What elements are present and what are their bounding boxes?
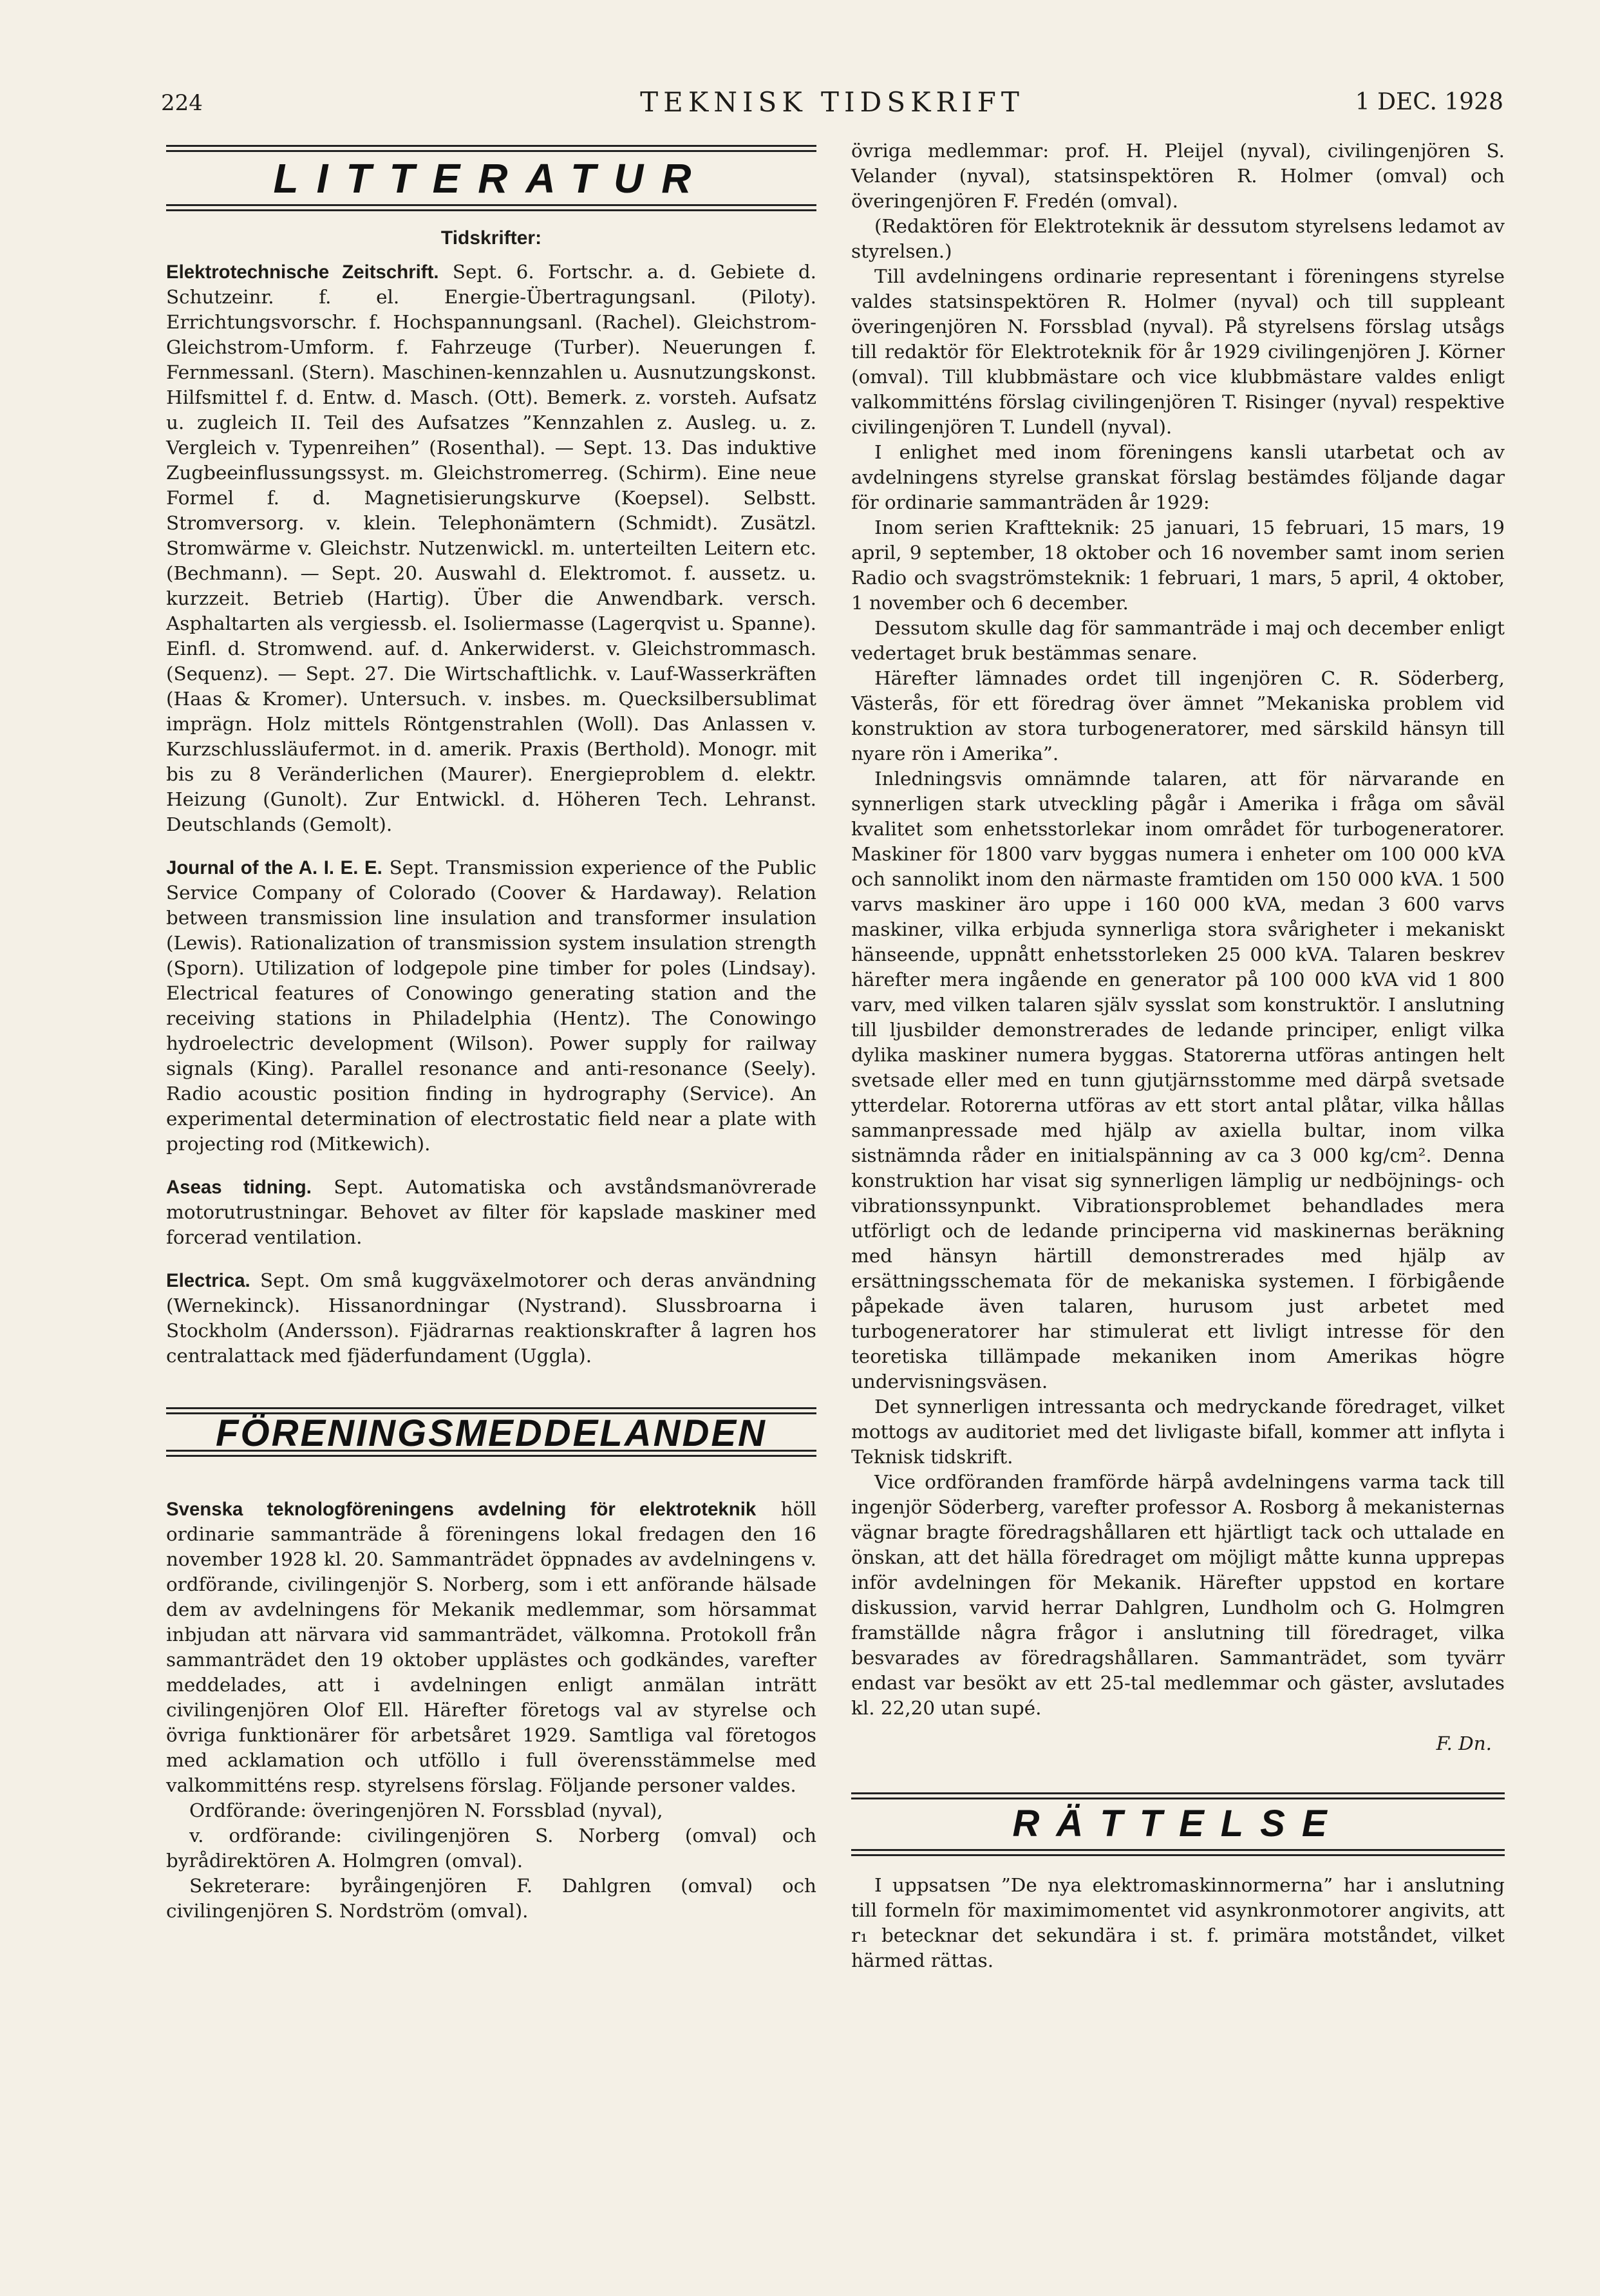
paragraph: Dessutom skulle dag för sammanträde i maj och december enligt vedertaget bruk bestämmas senare.: [851, 617, 1505, 664]
election-line: v. ordförande: civilingenjören S. Norberg (omval) och byrådirektören A. Holmgren (omval).: [166, 1825, 816, 1872]
rule: [166, 204, 816, 211]
literature-entry: [166, 855, 816, 1157]
left-column: [166, 145, 816, 1924]
journal-name: Electrica.: [166, 1270, 250, 1291]
issue-date: 1 DEC. 1928: [1355, 89, 1503, 115]
journal-name: Journal of the A. I. E. E.: [166, 857, 382, 878]
meeting-report: [166, 1497, 816, 1798]
journal-title: TEKNISK TIDSKRIFT: [640, 86, 1024, 118]
paragraph: Vice ordföranden framförde härpå avdelningens varma tack till ingenjör Söderberg, varefter professor A. Rosborg å mekanisternas vägnar bragte föredragshållaren ett hjärtligt tack och uttalade en önskan, att det hälla föredraget om möjligt måtte kunna upprepas inför avdelningen för Mekanik. Härefter uppstod en kortare diskussion, varvid herrar Dahlgren, Lundholm och G. Holmgren framställde några frågor i anslutning till föredraget, vilka besvarades av föredragshållaren. Sammanträdet, som tyvärr endast var besökt av ett 25-tal medlemmar och gäster, avslutades kl. 22,20 utan supé.: [851, 1471, 1505, 1719]
paragraph: Inledningsvis omnämnde talaren, att för närvarande en synnerligen stark utveckling pågår i Amerika i fråga om såväl kvalitet som enhetsstorlekar inom området för turbogeneratorer. Maskiner för 1800 varv byggas numera i enheter om 100 000 kVA och sannolikt inom den närmaste framtiden om 150 000 kVA. 1 500 varvs maskiner äro uppe i 160 000 kVA, medan 3 600 varvs maskiner, vilka erbjuda synnerliga stora svårigheter i mekaniskt hänseende, uppnått enhetsstorleken 25 000 kVA. Talaren beskrev härefter mera ingående en generator på 100 000 kVA vid 1 800 varv, med vilken talaren själv sysslat som konstruktör. I anslutning till ljusbilder demonstrerades de ledande principer, enligt vilka dylika maskiner numera byggas. Statorerna utföras antingen helt svetsade eller med en tunn gjutjärnsstomme med därpå svetsade ytterdelar. Rotorerna utföras av ett stort antal plåtar, vilka hållas sammanpressade med hjälp av axiella bultar, inom vilka sistnämnda råder en initialspänning av ca 3 000 kg/cm². Denna konstruktion har visat sig synnerligen lämplig ur nedböjnings- och vibrationssynpunkt. Vibrationsproblemet behandlades mera utförligt och de ledande principerna vid maskinernas beräkning med hänsyn härtill demonstrerades med hjälp av ersättningsschemata för de mekaniska systemen. I förbigående påpekade även talaren, hurusom just arbetet med turbogeneratorer har stimulerat ett livligt intresse för den teoretiska tillämpade mekaniken inom Amerikas högre undervisningsväsen.: [851, 768, 1505, 1392]
paragraph: I enlighet med inom föreningens kansli utarbetat och av avdelningens styrelse granskat förslag bestämdes följande dagar för ordinarie sammanträden år 1929:: [851, 441, 1505, 513]
literature-entry: [166, 1175, 816, 1250]
tidskrifter-subhead: Tidskrifter:: [440, 227, 542, 249]
paragraph: Inom serien Kraftteknik: 25 januari, 15 februari, 15 mars, 19 april, 9 september, 18 oktober och 16 november samt inom serien Radio och svagströmsteknik: 1 februari, 1 mars, 5 april, 4 oktober, 1 november och 6 december.: [851, 517, 1505, 614]
right-column: [851, 138, 1505, 1973]
meeting-text: höll ordinarie sammanträde å föreningens lokal fredagen den 16 november 1928 kl. 20. Sammanträdet öppnades av avdelningens v. ordförande, civilingenjör S. Norberg, som i ett anförande hälsade dem av avdelningens för Mekanik medlemmar, som hörsammat inbjudan att närvara vid sammanträdet, välkomna. Protokoll från sammanträdet den 19 oktober upplästes och godkändes, varefter meddelades, att i avdelningen enligt anmälan inträtt civilingenjören Olof Ell. Härefter företogs val av styrelse och övriga funktionärer för arbetsåret 1929. Samtliga val företogos med acklamation och utföllo i full överensstämmelse med valkommitténs resp. styrelsens förslag. Följande personer valdes.: [166, 1498, 817, 1796]
entry-text: Sept. Om små kuggväxelmotorer och deras användning (Wernekinck). Hissanordningar (Nystrand). Slussbroarna i Stockholm (Andersson). Fjädrarnas reaktionskrafter å lagren hos centralattack med fjäderfundament (Uggla).: [166, 1269, 816, 1367]
entry-text: Sept. Transmission experience of the Public Service Company of Colorado (Coover & Hardaway). Relation between transmission line insulation and transformer insulation (Lewis). Rationalization of transmission system insulation strength (Sporn). Utilization of lodgepole pine timber for poles (Lindsay). Electrical features of Conowingo generating station and the receiving stations in Philadelphia (Hentz). The Conowingo hydroelectric development (Wilson). Power supply for railway signals (King). Parallel resonance and anti-resonance (Seely). Radio acoustic position finding in hydrography (Service). An experimental determination of electrostatic field near a plate with projecting rod (Mitkewich).: [166, 857, 816, 1155]
election-line: Ordförande: överingenjören N. Forssblad (nyval),: [189, 1799, 663, 1821]
litteratur-heading: LITTERATUR: [273, 155, 710, 202]
rule: [851, 1792, 1505, 1799]
literature-entry: [166, 260, 816, 837]
rule: [166, 145, 816, 152]
paragraph: Härefter lämnades ordet till ingenjören C. R. Söderberg, Västerås, för ett föredrag över ämnet ”Mekaniska problem vid konstruktion av stora turbogeneratorer, med särskild hänsyn till nyare rön i Amerika”.: [851, 667, 1505, 764]
foreningsmeddelanden-heading: FÖRENINGSMEDDELANDEN: [216, 1412, 767, 1454]
paragraph: Till avdelningens ordinarie representant i föreningens styrelse valdes statsinspektören R. Holmer (nyval) och till suppleant överingenjören N. Forssblad (nyval). På styrelsens förslag utsågs till redaktör för Elektroteknik för år 1929 civilingenjören J. Körner (omval). Till klubbmästare och vice klubbmästare valdes enligt valkommitténs förslag civilingenjören T. Risinger (nyval) respektive civilingenjören T. Lundell (nyval).: [851, 265, 1505, 438]
correction-text: I uppsatsen ”De nya elektromaskinnormerna” har i anslutning till formeln för maximimomentet vid asynkronmotorer angivits, att r₁ betecknar det sekundära i st. f. primära motståndet, vilket härmed rättas.: [851, 1874, 1505, 1971]
journal-name: Aseas tidning.: [166, 1177, 312, 1198]
paragraph: (Redaktören för Elektroteknik är dessutom styrelsens ledamot av styrelsen.): [851, 215, 1505, 262]
society-name: Svenska teknologföreningens avdelning för elektroteknik: [166, 1499, 757, 1520]
page-number: 224: [161, 90, 203, 116]
journal-name: Elektrotechnische Zeitschrift.: [166, 261, 439, 283]
rattelse-heading: RÄTTELSE: [1012, 1803, 1344, 1845]
entry-text: Sept. 6. Fortschr. a. d. Gebiete d. Schutzeinr. f. el. Energie-Übertragungsanl. (Piloty). Errichtungsvorschr. f. Hochspannungsanl. (Rachel). Gleichstrom-Gleichstrom-Umform. f. Fahrzeuge (Turber). Neuerungen f. Fernmessanl. (Stern). Maschinen-kennzahlen u. Ausnutzungskonst. Hilfsmittel f. d. Entw. d. Masch. (Ott). Bemerk. z. vorsteh. Aufsatz u. zugleich II. Teil des Aufsatzes ”Kennzahlen z. Ausleg. u. z. Vergleich v. Typenreihen” (Rosenthal). — Sept. 13. Das induktive Zugbeeinflussungssyst. m. Gleichstromerreg. (Schirm). Eine neue Formel f. d. Magnetisierungskurve (Koepsel). Selbstt. Stromversorg. v. klein. Telephonämtern (Schmidt). Zusätzl. Stromwärme v. Gleichstr. Nutzenwickl. m. unterteilten Leitern etc. (Bechmann). — Sept. 20. Auswahl d. Elektromot. f. aussetz. u. kurzzeit. Betrieb (Hartig). Über die Anwendbark. versch. Asphaltarten als vergiessb. el. Isoliermasse (Lagerqvist u. Spanne). Einfl. d. Stromwend. auf. d. Ankerwiderst. v. Gleichstrommasch. (Sequenz). — Sept. 27. Die Wirtschaftlichk. v. Lauf-Wasserkräften (Haas & Kromer). Untersuch. v. insbes. m. Quecksilbersublimat imprägn. Holz mittels Röntgenstrahlen (Woll). Das Anlassen v. Kurzschlussläufermot. in d. amerik. Praxis (Berthold). Monogr. mit bis zu 8 Veränderlichen (Maurer). Energieproblem d. elektr. Heizung (Gunolt). Zur Entwickl. d. Höheren Tech. Lehranst. Deutschlands (Gemolt).: [166, 261, 816, 835]
paragraph: övriga medlemmar: prof. H. Pleijel (nyval), civilingenjören S. Velander (nyval), statsinspektören R. Holmer (omval) och överingenjören F. Fredén (omval).: [851, 140, 1505, 212]
rule: [851, 1849, 1505, 1856]
paragraph: Det synnerligen intressanta och medryckande föredraget, vilket mottogs av auditoriet med det livligaste bifall, kommer att inflyta i Teknisk tidskrift.: [851, 1396, 1505, 1468]
entry-text: Sept. Automatiska och avståndsmanövrerade motorutrustningar. Behovet av filter för kapslade maskiner med forcerad ventilation.: [166, 1176, 816, 1248]
election-line: Sekreterare: byråingenjören F. Dahlgren (omval) och civilingenjören S. Nordström (omval).: [166, 1875, 816, 1922]
page-header: [161, 84, 1503, 122]
signature: F. Dn.: [1436, 1732, 1492, 1754]
literature-entry: [166, 1268, 816, 1369]
